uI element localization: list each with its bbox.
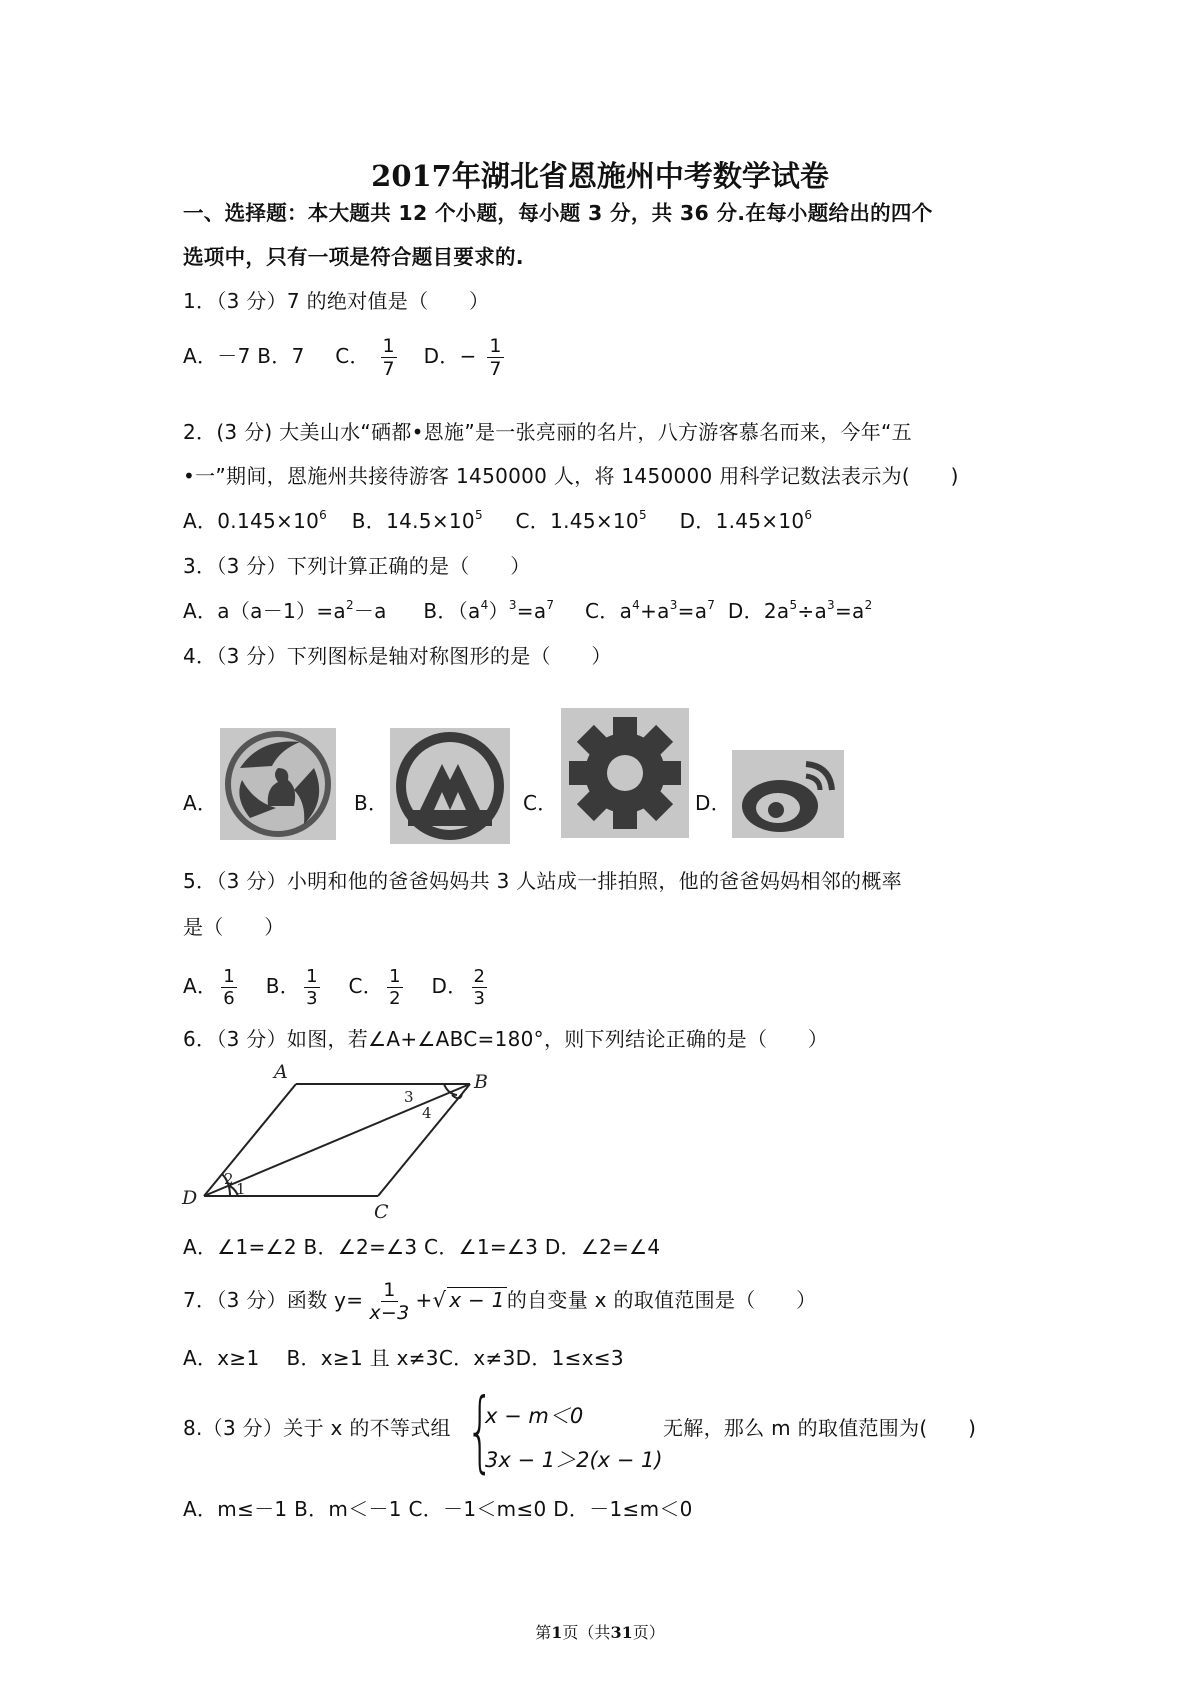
page-footer: 第1页（共31页） — [535, 1623, 665, 1642]
q2-option-d: D．$1.45\times 10^6$ — [679, 508, 813, 533]
logo-a-swirl-icon — [220, 728, 336, 840]
fig-angle-1: 1 — [236, 1180, 246, 1198]
q1-stem: 1．（3 分）7 的绝对值是（ ） — [183, 289, 490, 313]
q5-options — [183, 962, 491, 1010]
q7-fraction: $\frac{1}{x-3}$ — [369, 1279, 410, 1324]
logo-c-gear-icon — [561, 708, 689, 838]
fig-label-a: A — [274, 1062, 288, 1083]
q4-option-d-label: D． — [695, 791, 732, 815]
fig-label-d: D — [182, 1187, 198, 1209]
q5-option-b-label: B． — [265, 974, 301, 998]
q2-options — [183, 506, 812, 536]
q5-option-d-label: D． — [431, 974, 468, 998]
logo-d-eye-icon — [732, 750, 844, 838]
q2-option-c: C．$1.45\times 10^5$ — [515, 508, 647, 533]
fig-label-c: C — [374, 1201, 389, 1220]
q6-stem: 6．（3 分）如图，若∠A+∠ABC=180°，则下列结论正确的是（ ） — [183, 1027, 829, 1051]
q1-option-d-label: D．− — [423, 344, 477, 368]
q4-stem: 4．（3 分）下列图标是轴对称图形的是（ ） — [183, 644, 612, 668]
q8-row2: 3x − 1＞2(x − 1) — [485, 1448, 663, 1472]
q2-option-b: B．$14.5\times 10^5$ — [351, 508, 483, 533]
numerator: 1 — [382, 335, 395, 357]
fig-angle-3: 3 — [404, 1088, 414, 1106]
fig-label-b: B — [474, 1071, 488, 1093]
q4-option-c-label: C． — [523, 791, 558, 815]
q3-option-c: C．$a^4+a^3=a^7$ — [585, 598, 716, 623]
q1-option-ab: A．－7 B．7 — [183, 344, 305, 368]
q8-inequality-system — [466, 1379, 663, 1484]
q3-options — [183, 596, 873, 626]
q8-stem-suffix: 无解，那么 m 的取值范围为( ) — [663, 1416, 977, 1440]
exam-title: 2017年湖北省恩施州中考数学试卷 — [371, 159, 829, 193]
denominator: 7 — [489, 358, 502, 380]
q1-option-c-label: C． — [335, 344, 370, 368]
q2-option-a: A．$0.145\times 10^6$ — [183, 508, 328, 533]
q3-option-d: D．$2a^5\div a^3=a^2$ — [727, 598, 873, 623]
left-brace-icon: { — [466, 1379, 494, 1482]
q7-stem-suffix: 的自变量 x 的取值范围是（ ） — [506, 1288, 817, 1312]
q1-option-d-fraction — [487, 335, 503, 380]
q2-stem-line2: •一”期间，恩施州共接待游客 1450000 人，将 1450000 用科学记数法表示为( ) — [183, 464, 959, 488]
q5-option-d-fraction: $\frac{2}{3}$ — [473, 966, 486, 1009]
q7-sqrt-argument: x − 1 — [449, 1288, 505, 1312]
q5-option-c-label: C． — [348, 974, 384, 998]
q5-option-a-fraction: $\frac{1}{6}$ — [223, 966, 236, 1009]
section-heading-line1: 一、选择题：本大题共 12 个小题，每小题 3 分，共 36 分.在每小题给出的四个 — [183, 201, 933, 225]
q8-row1: x − m＜0 — [485, 1404, 584, 1428]
q5-option-c-fraction: $\frac{1}{2}$ — [389, 966, 401, 1009]
page-total: 31 — [610, 1623, 633, 1642]
q8-options: A．m≤－1 B．m＜－1 C．－1＜m≤0 D．－1≤m＜0 — [183, 1497, 693, 1521]
q7-options: A．x≥1 B．x≥1 且 x≠3C．x≠3D．1≤x≤3 — [183, 1346, 624, 1370]
q5-stem-line2: 是（ ） — [183, 915, 285, 939]
q5-stem-line1: 5．（3 分）小明和他的爸爸妈妈共 3 人站成一排拍照，他的爸爸妈妈相邻的概率 — [183, 869, 902, 893]
fig-angle-2: 2 — [224, 1170, 234, 1188]
denominator: 7 — [382, 358, 395, 380]
q7-stem-prefix: 7．（3 分）函数 y= — [183, 1288, 364, 1312]
fig-angle-4: 4 — [422, 1104, 432, 1122]
section-heading-line2: 选项中，只有一项是符合题目要求的. — [183, 245, 524, 269]
page-number: 1 — [551, 1623, 563, 1642]
q2-stem-line1: 2．(3 分) 大美山水“硒都•恩施”是一张亮丽的名片，八方游客慕名而来，今年“五 — [183, 420, 912, 444]
q3-option-a: A．$a(a-1)=a^2-a$ — [183, 598, 387, 623]
q7-stem — [183, 1272, 816, 1328]
q6-options: A．∠1=∠2 B．∠2=∠3 C．∠1=∠3 D．∠2=∠4 — [183, 1235, 661, 1259]
q4-option-b-label: B． — [354, 791, 389, 815]
q8-stem-prefix: 8.（3 分）关于 x 的不等式组 — [183, 1416, 451, 1440]
q5-option-b-fraction: $\frac{1}{3}$ — [306, 966, 318, 1009]
logo-b-m-circle-icon — [390, 728, 510, 844]
q1-options — [183, 332, 508, 380]
numerator: 1 — [489, 335, 502, 357]
q5-option-a-label: A． — [183, 974, 218, 998]
q6-parallelogram-figure — [178, 1062, 498, 1220]
q3-stem: 3．（3 分）下列计算正确的是（ ） — [183, 554, 531, 578]
q4-option-a-label: A． — [183, 791, 218, 815]
q1-option-c-fraction — [381, 335, 397, 380]
q7-plus: + — [415, 1288, 433, 1312]
q7-radical-icon: √ — [432, 1288, 447, 1312]
q3-option-b: B．$(a^4)^3=a^7$ — [423, 598, 555, 623]
